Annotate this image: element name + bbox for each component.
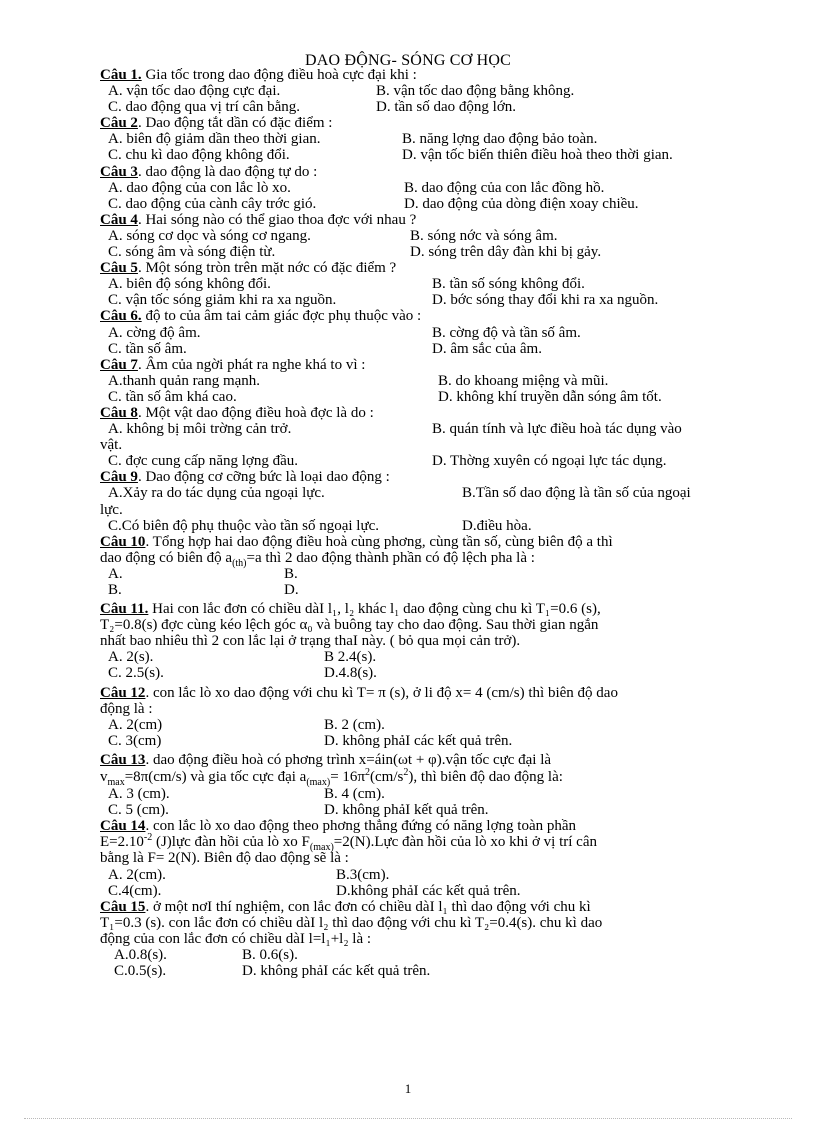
option-d: D. không phảI các kết quả trên. (324, 732, 513, 749)
option-b: B. năng lợng dao động bảo toàn. (402, 131, 598, 148)
question-stem-part: T₁=0.3 (s). con lắc đơn có chiều dàI l₂ thì dao động với chu kì T₂=0.4(s). chu kì dao (100, 914, 603, 931)
page-number: 1 (404, 1081, 412, 1096)
question-2 (100, 115, 760, 163)
option-d: D.4.8(s). (324, 665, 377, 682)
option-d: D.không phảI các kết quả trên. (336, 882, 521, 899)
question-stem-part: =8 (124, 769, 141, 786)
question-stem: Gia tốc trong dao động điều hoà cực đại khi : (141, 67, 417, 83)
question-stem-part: động là : (100, 700, 153, 717)
page-bottom-rule (24, 1118, 792, 1119)
question-number: Câu 2 (100, 115, 138, 132)
alpha-symbol: α₀ (299, 617, 313, 634)
page-title: DAO ĐỘNG- SÓNG CƠ HỌC (305, 52, 511, 69)
question-7 (100, 357, 760, 405)
question-stem-part: dao động có biên độ a (100, 549, 233, 566)
option-c: C. tần số âm. (108, 340, 187, 357)
question-11 (100, 601, 760, 681)
option-c: C. tần số âm khá cao. (108, 388, 237, 405)
option-d: D. bớc sóng thay đổi khi ra xa nguồn. (432, 292, 659, 309)
question-13 (100, 752, 760, 818)
option-b: B. 0.6(s). (242, 946, 298, 963)
superscript: 2 (365, 767, 371, 779)
question-stem-part: v (100, 769, 108, 786)
option-d: D. (284, 582, 299, 598)
question-stem: Hai con lắc đơn có chiều dàI l₁, l₂ khác l₁ dao động cùng chu kì T₁=0.6 (s), (148, 601, 601, 618)
question-stem: . Âm của ngời phát ra nghe khá to vì : (137, 356, 366, 373)
option-a: A. biên độ giảm dần theo thời gian. (108, 131, 321, 148)
question-10 (100, 534, 760, 598)
option-a: A. không bị môi trờng cản trở. (108, 421, 292, 438)
question-stem-part: (s), ở li độ x= 4 (cm/s) thì biên độ dao (385, 684, 618, 701)
option-a: A. 2(cm). (108, 866, 166, 883)
question-number: Câu 9 (100, 469, 138, 486)
question-stem-part: (cm/s) và gia tốc cực đại a (148, 769, 307, 786)
question-number: Câu 13 (100, 751, 146, 768)
question-number: Câu 15 (100, 898, 146, 915)
question-number: Câu 7 (100, 356, 138, 373)
question-5 (100, 260, 760, 308)
question-number: Câu 3 (100, 163, 138, 180)
option-a: A. 2(s). (108, 649, 154, 666)
question-stem: . Dao động cơ cỡng bức là loại dao động : (137, 469, 390, 486)
question-stem-part: (J)lực đàn hồi của lò xo F (152, 834, 310, 851)
option-continuation: vật. (100, 437, 123, 454)
option-d: D. không phảI các kết quả trên. (242, 963, 431, 980)
question-number: Câu 10 (100, 533, 146, 550)
option-c: C. 2.5(s). (108, 665, 164, 682)
option-b: B. do khoang miệng và mũi. (438, 372, 609, 389)
question-list (100, 67, 760, 979)
option-d: D. Thờng xuyên có ngoại lực tác dụng. (432, 453, 667, 470)
question-stem-part: =a thì 2 dao động thành phần có độ lệch pha là : (246, 549, 535, 566)
question-stem-part: ).vận tốc cực đại là (436, 751, 552, 768)
option-b: B. 2 (cm). (324, 716, 385, 733)
option-b: B 2.4(s). (324, 649, 377, 666)
subscript: (max) (309, 842, 334, 854)
option-a: A. sóng cơ dọc và sóng cơ ngang. (108, 227, 311, 244)
option-b: B. quán tính và lực điều hoà tác dụng vào (432, 421, 682, 438)
option-a: A.Xảy ra do tác dụng của ngoại lực. (108, 485, 325, 502)
option-c: C. chu kì dao động không đổi. (108, 147, 290, 164)
question-3 (100, 164, 760, 212)
subscript: (max) (306, 777, 331, 789)
option-a: A. 2(cm) (108, 716, 163, 733)
subscript: (th) (232, 557, 247, 569)
option-d: D. âm sắc của âm. (432, 340, 542, 357)
superscript: 2 (403, 767, 409, 779)
question-12 (100, 685, 760, 749)
question-14 (100, 818, 760, 898)
option-b: B. sóng nớc và sóng âm. (410, 227, 558, 244)
subscript: max (107, 777, 125, 789)
option-b: B. vận tốc dao động bằng không. (376, 83, 575, 100)
question-stem-part: T₂=0.8(s) đợc cùng kéo lệch góc (100, 617, 300, 634)
option-c: C. đợc cung cấp năng lợng đầu. (108, 453, 298, 470)
question-stem-part: . ở một nơI thí nghiệm, con lắc đơn có chiều dàI l₁ thì dao động với chu kì (145, 898, 591, 915)
question-stem-part: nhất bao nhiêu thì 2 con lắc lại ở trạng thaI này. ( bỏ qua mọi cản trở). (100, 633, 521, 650)
option-c: C. dao động của cành cây trớc gió. (108, 195, 317, 212)
superscript: -2 (143, 832, 153, 844)
option-b: B.3(cm). (336, 866, 390, 883)
option-a: A. dao động của con lắc lò xo. (108, 179, 291, 196)
question-stem: . Dao động tắt dần có đặc điểm : (137, 115, 333, 132)
option-a: A. vận tốc dao động cực đại. (108, 83, 281, 100)
question-stem: . Tổng hợp hai dao động điều hoà cùng phơng, cùng tần số, cùng biên độ a thì (145, 533, 613, 550)
question-stem: . Hai sóng nào có thể giao thoa đợc với nhau ? (137, 211, 417, 228)
option-a: A. (108, 565, 123, 582)
question-number: Câu 1. (100, 67, 142, 83)
option-b: B. (284, 565, 298, 582)
question-9 (100, 469, 760, 533)
option-c: C. 5 (cm). (108, 802, 169, 819)
question-stem-part: E=2.10 (100, 834, 144, 851)
option-a: A. 3 (cm). (108, 786, 170, 803)
option-d: D. sóng trên dây đàn khi bị gảy. (410, 244, 602, 261)
option-b: B. cờng độ và tần số âm. (432, 324, 581, 341)
question-stem-part: . dao động điều hoà có phơng trình x=áin( (145, 751, 399, 768)
question-stem-part: . con lắc lò xo dao động với chu kì T= (145, 684, 379, 701)
option-a: A.0.8(s). (114, 946, 167, 963)
option-d: D.điều hòa. (462, 517, 532, 534)
question-number: Câu 5 (100, 260, 138, 277)
question-4 (100, 212, 760, 260)
option-d: D. không phảI kết quả trên. (324, 802, 489, 819)
omega-symbol: ω (398, 751, 408, 768)
option-b: B. tần số sóng không đổi. (432, 276, 585, 293)
question-15 (100, 899, 760, 979)
question-stem-part: = 16 (330, 769, 358, 786)
pi-symbol: π (378, 684, 386, 701)
question-stem: . Một sóng tròn trên mặt nớc có đặc điểm ? (137, 260, 397, 277)
question-stem-part: =2(N).Lực đàn hồi của lò xo khi ở vị trí cân (333, 834, 597, 851)
option-b: B. 4 (cm). (324, 786, 385, 803)
option-a: A. biên độ sóng không đổi. (108, 276, 271, 293)
option-c: C. 3(cm) (108, 732, 162, 749)
option-c: C. vận tốc sóng giảm khi ra xa nguồn. (108, 292, 337, 309)
question-stem: . Một vật dao động điều hoà đợc là do : (137, 404, 374, 421)
option-c: B. (108, 582, 122, 598)
option-c: C. sóng âm và sóng điện từ. (108, 244, 276, 261)
question-1 (100, 67, 760, 115)
option-d: D. vận tốc biến thiên điều hoà theo thời gian. (402, 147, 673, 164)
question-number: Câu 11. (100, 601, 149, 618)
question-stem-part: t + (407, 751, 429, 768)
option-a: A. cờng độ âm. (108, 324, 201, 341)
option-continuation: lực. (100, 501, 123, 518)
question-stem-part: và buông tay cho dao động. Sau thời gian ngắn (312, 617, 599, 634)
question-stem-part: động của con lắc đơn có chiều dàI l=l₁+l₂ là : (100, 930, 372, 947)
option-a: A.thanh quản rang mạnh. (108, 372, 261, 389)
question-number: Câu 8 (100, 404, 138, 421)
question-stem-part: (cm/s (370, 769, 404, 786)
question-stem: độ to của âm tai cảm giác đợc phụ thuộc vào : (141, 308, 422, 325)
option-c: C.4(cm). (108, 882, 162, 899)
question-stem-part: bằng là F= 2(N). Biên độ dao động sẽ là : (100, 850, 349, 867)
pi-symbol: π (357, 769, 366, 786)
question-number: Câu 4 (100, 211, 138, 228)
phi-symbol: φ (428, 751, 437, 768)
option-d: D. không khí truyền dẫn sóng âm tốt. (438, 388, 662, 405)
question-number: Câu 12 (100, 684, 146, 701)
question-8 (100, 405, 760, 469)
option-c: C.0.5(s). (114, 963, 167, 980)
option-d: D. tần số dao động lớn. (376, 99, 517, 116)
option-b: B.Tần số dao động là tần số của ngoại (462, 485, 691, 502)
question-number: Câu 14 (100, 818, 146, 835)
option-b: B. dao động của con lắc đồng hồ. (404, 179, 605, 196)
option-d: D. dao động của dòng điện xoay chiều. (404, 195, 639, 212)
option-c: C. dao động qua vị trí cân bằng. (108, 99, 301, 116)
question-number: Câu 6. (100, 308, 142, 325)
question-6 (100, 308, 760, 356)
question-stem-part: ), thì biên độ dao động là: (408, 769, 563, 786)
question-stem-part: . con lắc lò xo dao động theo phơng thẳng đứng có năng lợng toàn phần (145, 818, 577, 835)
question-stem: . dao động là dao động tự do : (137, 163, 318, 180)
pi-symbol: π (140, 769, 149, 786)
option-c: C.Có biên độ phụ thuộc vào tần số ngoại lực. (108, 517, 380, 534)
